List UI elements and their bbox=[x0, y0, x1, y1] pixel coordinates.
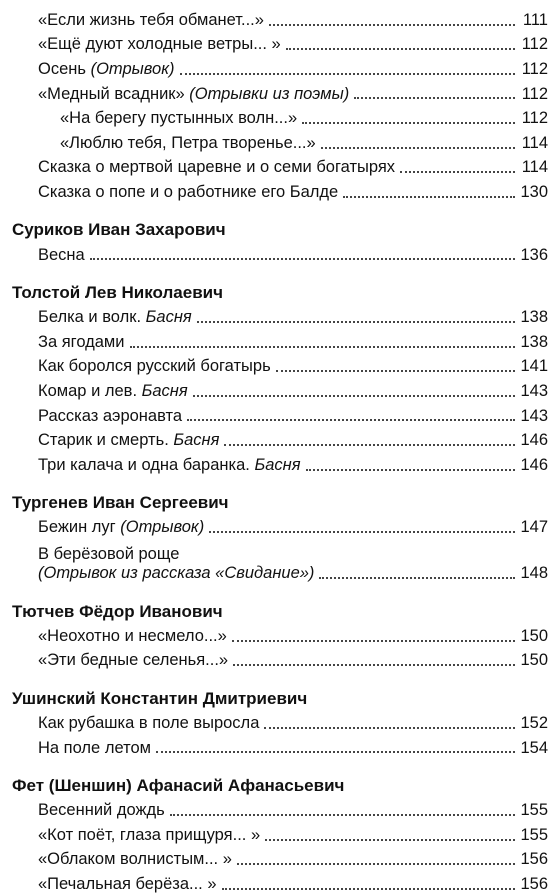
entry-title: «Кот поёт, глаза прищуря... » bbox=[38, 825, 261, 844]
entry-title: «На берегу пустынных волн...» bbox=[60, 109, 298, 128]
page-number: 146 bbox=[520, 455, 548, 474]
page-number: 138 bbox=[520, 308, 548, 327]
page-number: 146 bbox=[520, 431, 548, 450]
toc-entry bbox=[38, 154, 548, 179]
dot-leader bbox=[130, 346, 516, 348]
entry-title: Как рубашка в поле выросла bbox=[38, 714, 260, 733]
toc-section bbox=[12, 671, 548, 758]
dot-leader bbox=[233, 664, 515, 666]
dot-leader bbox=[237, 863, 515, 865]
entry-note: (Отрывок из рассказа «Свидание») bbox=[38, 564, 315, 583]
toc-entry bbox=[38, 402, 548, 427]
entry-title: Как боролся русский богатырь bbox=[38, 357, 271, 376]
dot-leader bbox=[286, 48, 515, 50]
page-number: 143 bbox=[520, 406, 548, 425]
dot-leader bbox=[400, 171, 515, 173]
toc-entry bbox=[38, 6, 548, 31]
page-number: 154 bbox=[520, 738, 548, 757]
entry-title: Весна bbox=[38, 245, 85, 264]
dot-leader bbox=[306, 469, 515, 471]
author-heading: Толстой Лев Николаевич bbox=[12, 282, 223, 302]
page-number: 112 bbox=[521, 109, 548, 128]
dot-leader bbox=[302, 122, 515, 124]
toc-entry bbox=[38, 377, 548, 402]
dot-leader bbox=[90, 258, 515, 260]
entry-title: «Печальная берёза... » bbox=[38, 875, 217, 894]
dot-leader bbox=[197, 321, 515, 323]
toc-entry bbox=[38, 104, 548, 129]
dot-leader bbox=[276, 370, 515, 372]
entry-note: Басня bbox=[145, 308, 192, 327]
entry-note: Басня bbox=[141, 381, 188, 400]
page-number: 138 bbox=[520, 332, 548, 351]
dot-leader bbox=[319, 577, 515, 579]
entry-title: «Ещё дуют холодные ветры... » bbox=[38, 35, 281, 54]
dot-leader bbox=[354, 97, 515, 99]
toc-entry bbox=[38, 538, 548, 584]
entry-title: «Люблю тебя, Петра творенье...» bbox=[60, 133, 316, 152]
toc-entry-text bbox=[38, 545, 314, 585]
entry-title: Старик и смерть. bbox=[38, 431, 169, 450]
toc-entry bbox=[38, 129, 548, 154]
page-number: 143 bbox=[520, 381, 548, 400]
dot-leader bbox=[187, 419, 515, 421]
author-heading: Суриков Иван Захарович bbox=[12, 220, 226, 240]
author-heading: Фет (Шеншин) Афанасий Афанасьевич bbox=[12, 776, 345, 796]
entry-title: «Неохотно и несмело...» bbox=[38, 626, 227, 645]
toc-entry bbox=[38, 821, 548, 846]
page-number: 112 bbox=[521, 59, 548, 78]
toc-entry bbox=[38, 514, 548, 539]
dot-leader bbox=[193, 395, 515, 397]
dot-leader bbox=[269, 24, 515, 26]
page-number: 155 bbox=[520, 825, 548, 844]
toc-entry bbox=[38, 241, 548, 266]
page-number: 150 bbox=[520, 626, 548, 645]
author-heading: Тютчев Фёдор Иванович bbox=[12, 601, 223, 621]
dot-leader bbox=[222, 888, 515, 890]
toc-section bbox=[12, 203, 548, 266]
toc-entry bbox=[38, 870, 548, 895]
toc-section bbox=[38, 6, 548, 203]
entry-title: За ягодами bbox=[38, 332, 125, 351]
dot-leader bbox=[209, 531, 515, 533]
toc-entry bbox=[38, 303, 548, 328]
page-number: 147 bbox=[520, 518, 548, 537]
entry-title: Три калача и одна баранка. bbox=[38, 455, 250, 474]
dot-leader bbox=[321, 147, 515, 149]
entry-title: В берёзовой роще bbox=[38, 544, 180, 563]
entry-title: Весенний дождь bbox=[38, 801, 165, 820]
entry-note: Басня bbox=[254, 455, 301, 474]
toc-entry bbox=[38, 734, 548, 759]
page-number: 111 bbox=[522, 10, 548, 29]
entry-title: «Если жизнь тебя обманет...» bbox=[38, 10, 264, 29]
toc-entry bbox=[38, 709, 548, 734]
page-number: 150 bbox=[520, 651, 548, 670]
toc-entry bbox=[38, 353, 548, 378]
dot-leader bbox=[265, 839, 515, 841]
entry-note: (Отрывок) bbox=[120, 518, 205, 537]
page-number: 130 bbox=[520, 182, 548, 201]
entry-title: «Медный всадник» bbox=[38, 84, 185, 103]
toc-entry bbox=[38, 31, 548, 56]
entry-title: Белка и волк. bbox=[38, 308, 142, 327]
toc-entry bbox=[38, 80, 548, 105]
entry-note: (Отрывки из поэмы) bbox=[189, 84, 350, 103]
author-heading: Тургенев Иван Сергеевич bbox=[12, 493, 229, 513]
toc-entry bbox=[38, 55, 548, 80]
toc-entry bbox=[38, 647, 548, 672]
page-number: 136 bbox=[520, 245, 548, 264]
entry-title: На поле летом bbox=[38, 738, 151, 757]
entry-title: Комар и лев. bbox=[38, 381, 138, 400]
dot-leader bbox=[343, 196, 515, 198]
toc-entry bbox=[38, 622, 548, 647]
toc-section bbox=[12, 758, 548, 894]
toc-section bbox=[12, 584, 548, 671]
entry-note: Басня bbox=[173, 431, 220, 450]
page-number: 141 bbox=[520, 357, 548, 376]
page-number: 114 bbox=[521, 133, 548, 152]
dot-leader bbox=[232, 640, 515, 642]
toc-entry bbox=[38, 178, 548, 203]
entry-title: Рассказ аэронавта bbox=[38, 406, 183, 425]
toc-entry bbox=[38, 426, 548, 451]
toc-entry bbox=[38, 451, 548, 476]
entry-title: Сказка о попе и о работнике его Балде bbox=[38, 182, 339, 201]
author-heading: Ушинский Константин Дмитриевич bbox=[12, 688, 308, 708]
page-number: 112 bbox=[521, 84, 548, 103]
dot-leader bbox=[156, 751, 515, 753]
toc-section bbox=[12, 265, 548, 475]
entry-title: Бежин луг bbox=[38, 518, 116, 537]
page-number: 155 bbox=[520, 801, 548, 820]
dot-leader bbox=[264, 727, 515, 729]
entry-note: (Отрывок) bbox=[90, 59, 175, 78]
page-number: 112 bbox=[521, 35, 548, 54]
page-number: 148 bbox=[520, 564, 548, 583]
entry-title: «Эти бедные селенья...» bbox=[38, 651, 229, 670]
page-number: 156 bbox=[520, 850, 548, 869]
entry-title: «Облаком волнистым... » bbox=[38, 850, 232, 869]
page-number: 152 bbox=[520, 714, 548, 733]
entry-title: Сказка о мертвой царевне и о семи богатырях bbox=[38, 158, 396, 177]
entry-title: Осень bbox=[38, 59, 86, 78]
toc-entry bbox=[38, 328, 548, 353]
dot-leader bbox=[170, 814, 515, 816]
toc-entry bbox=[38, 846, 548, 871]
toc-section bbox=[12, 476, 548, 585]
page-number: 114 bbox=[521, 158, 548, 177]
dot-leader bbox=[224, 444, 515, 446]
toc-entry bbox=[38, 796, 548, 821]
page-number: 156 bbox=[520, 875, 548, 894]
dot-leader bbox=[180, 73, 516, 75]
